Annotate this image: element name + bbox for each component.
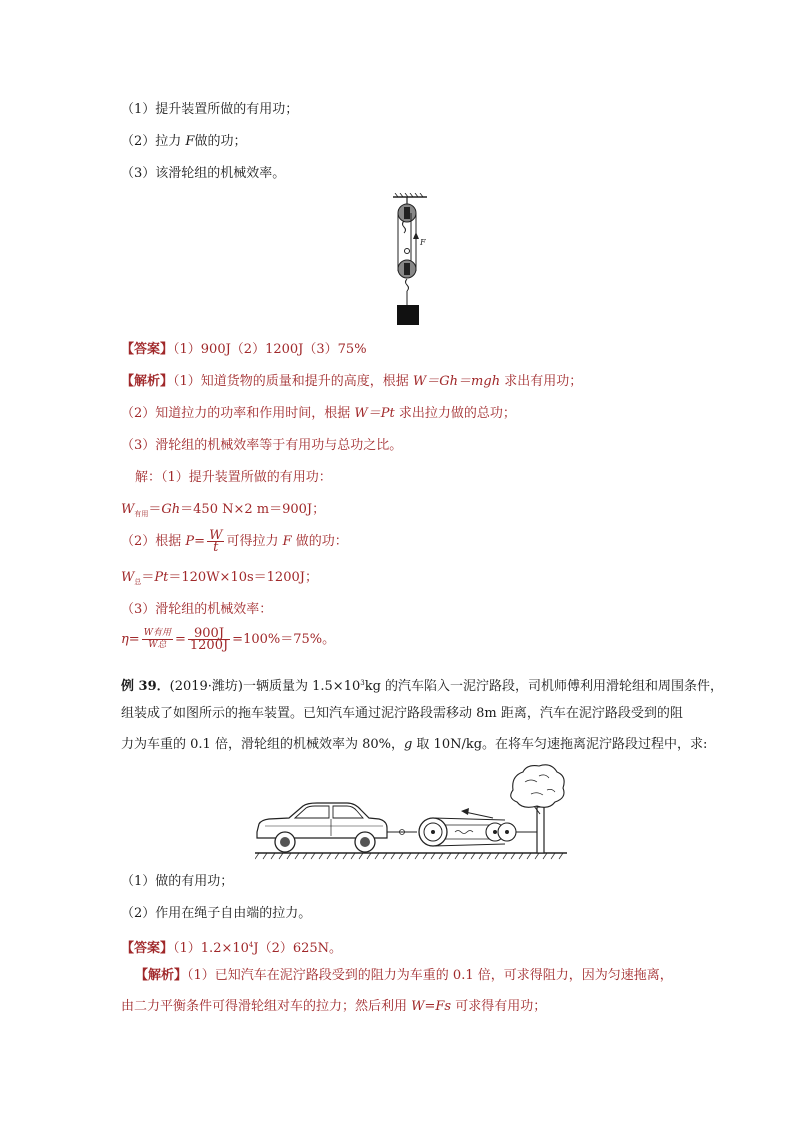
solution-eq-4: （3）滑轮组的机械效率：: [121, 602, 273, 617]
solution-eq-5: η= $\frac{\text{W有用}}{\text{W总}}$ = $\frac{900J}{1200J}$ =100%＝75%。: [121, 626, 336, 653]
solution-intro: 解：（1）提升装置所做的有用功：: [135, 470, 332, 485]
question-item-3: （3）该滑轮组的机械效率。: [121, 166, 286, 181]
solution-eq-1: $W_{有用}=Gh=450$ N×2 m＝900J；: [121, 502, 326, 518]
example-39-question-1: （1）做的有用功；: [121, 874, 234, 889]
analysis-1-line-1: 【解析】（1）知道货物的质量和提升的高度，根据 W＝Gh＝mgh 求出有用功；: [121, 374, 583, 389]
example-39-line-1: 例 39．(2019·潍坊)一辆质量为 $1.5\times 10^3kg$ 的汽车陷入一泥泞路段，司机师傅利用滑轮组和周围条件，: [121, 679, 724, 694]
analysis-2-line-1: 【解析】（1）已知汽车在泥泞路段受到的阻力为车重的 0.1 倍，可求得阻力，因为匀速拖离，: [135, 968, 673, 983]
fraction-w-over-t: $\frac{W}{t}$: [209, 528, 223, 555]
force-label: F: [420, 238, 426, 247]
analysis-2-line-2: 由二力平衡条件可得滑轮组对车的拉力；然后利用 W=Fs 可求得有用功；: [121, 999, 547, 1014]
fraction-values: $\frac{900J}{1200J}$: [189, 626, 229, 653]
answer-2: 【答案】$(1)1.2\times 10^4J(2)625N$。: [121, 941, 343, 956]
example-39-line-3: 力为车重的 0.1 倍，滑轮组的机械效率为 80%，g 取 10N/kg。在将车匀速拖离泥泞路段过程中，求:: [121, 737, 708, 752]
solution-eq-3: $W_总=Pt=120W\times 10s=1200J$；: [121, 570, 318, 586]
example-39-question-2: （2）作用在绳子自由端的拉力。: [121, 906, 312, 921]
car-towing-figure: [255, 762, 573, 862]
question-item-1: （1）提升装置所做的有用功；: [121, 102, 299, 117]
solution-eq-2: （2）根据 P= $\frac{W}{t}$ 可得拉力 F 做的功：: [121, 528, 348, 555]
analysis-1-line-3: （3）滑轮组的机械效率等于有用功与总功之比。: [121, 438, 403, 453]
analysis-1-line-2: （2）知道拉力的功率和作用时间，根据 W＝Pt 求出拉力做的总功；: [121, 406, 516, 421]
example-39-line-2: 组装成了如图所示的拖车装置。已知汽车通过泥泞路段需移动 8m 距离，汽车在泥泞路段受到的阻: [121, 706, 683, 721]
answer-1: 【答案】（1）900J（2）1200J（3）75%: [121, 342, 367, 357]
fraction-efficiency: $\frac{\text{W有用}}{\text{W总}}$: [143, 628, 171, 650]
pulley-system-figure: [385, 193, 435, 328]
question-item-2: （2）拉力 F做的功；: [121, 134, 247, 149]
